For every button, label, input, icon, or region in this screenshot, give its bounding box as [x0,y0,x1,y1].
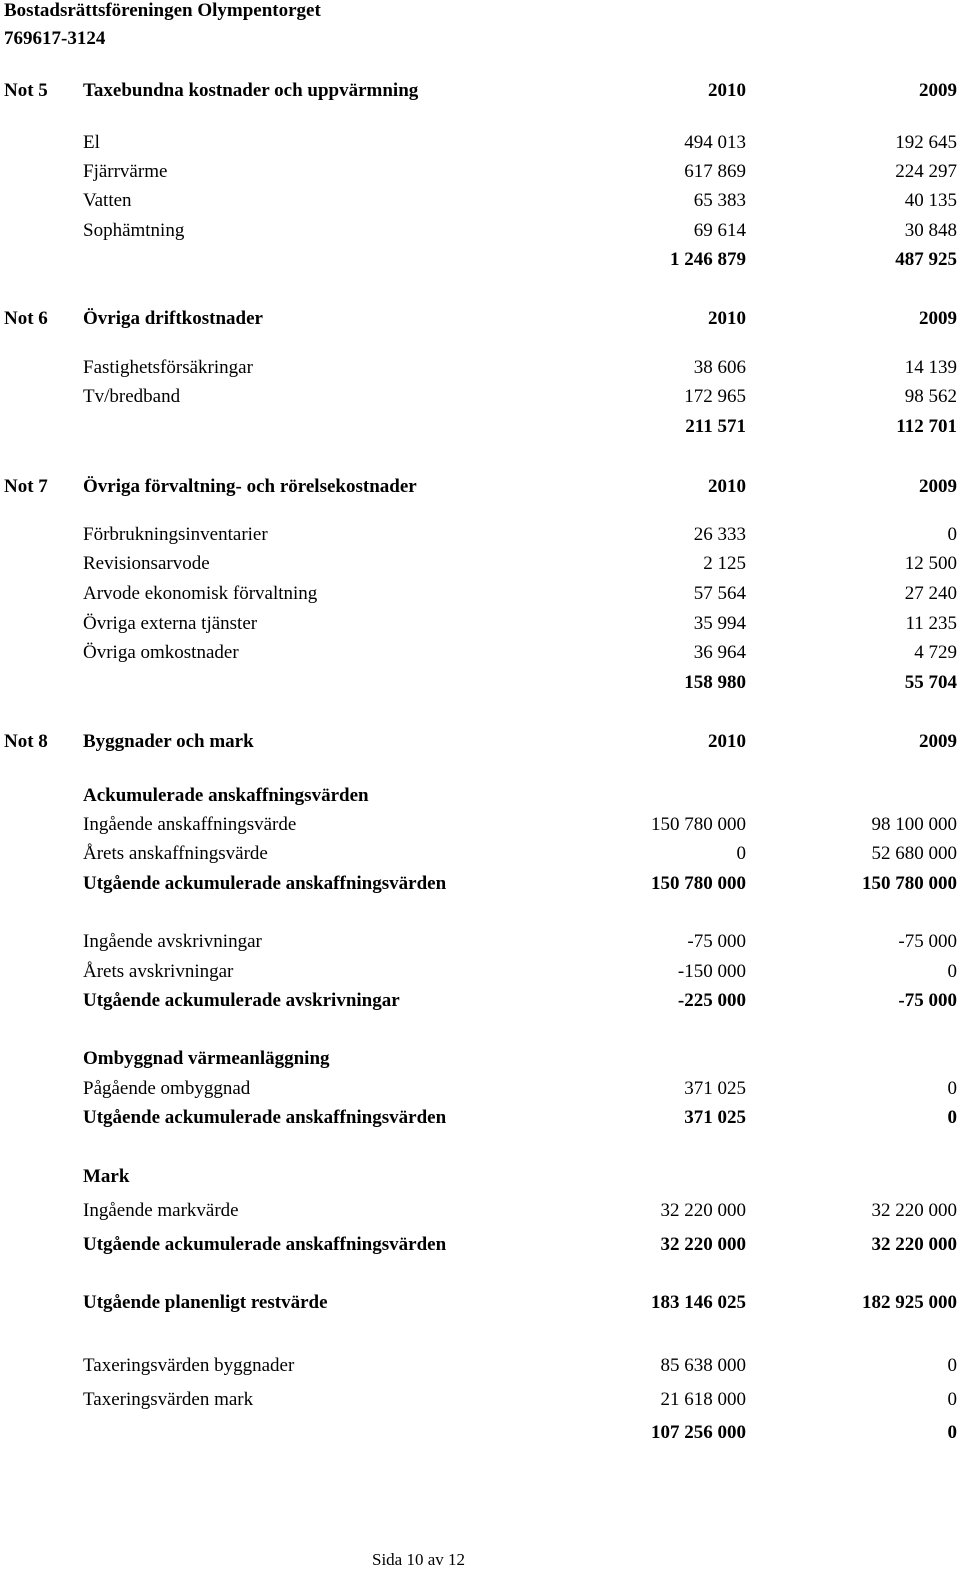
year-previous: 2009 [919,476,957,497]
row-label: Ingående markvärde [83,1200,239,1221]
total-previous: 182 925 000 [862,1292,957,1313]
row-label: Sophämtning [83,220,185,241]
table-row [0,162,960,184]
value-current: 2 125 [703,553,746,574]
note-6-header [0,309,960,331]
table-row [0,221,960,243]
year-current: 2010 [708,308,746,329]
value-current: 69 614 [693,220,746,241]
value-current: 32 220 000 [660,1200,746,1221]
row-label: Ingående avskrivningar [83,931,262,952]
row-label: Övriga externa tjänster [83,613,258,634]
acquisition-heading: Ackumulerade anskaffningsvärden [83,785,369,806]
total-row [0,991,960,1013]
total-previous: 487 925 [895,249,957,270]
total-previous: -75 000 [898,990,957,1011]
value-current: 371 025 [684,1078,746,1099]
row-label: El [83,132,100,153]
page-number: Sida 10 av 12 [372,1550,466,1569]
total-row [0,1423,960,1445]
total-previous: 0 [947,1422,957,1443]
value-current: 172 965 [684,386,746,407]
note-title: Byggnader och mark [83,731,254,752]
row-label: Utgående ackumulerade anskaffningsvärden [83,1107,447,1128]
total-current: -225 000 [677,990,746,1011]
value-previous: 98 562 [904,386,957,407]
table-row [0,584,960,606]
row-label: Fjärrvärme [83,161,168,182]
note-number: Not 8 [4,731,48,752]
table-row [0,962,960,984]
row-label: Pågående ombyggnad [83,1078,251,1099]
row-label: Tv/bredband [83,386,181,407]
year-previous: 2009 [919,731,957,752]
table-row [0,844,960,866]
year-previous: 2009 [919,80,957,101]
table-row [0,643,960,665]
row-label: Revisionsarvode [83,553,210,574]
row-label: Övriga omkostnader [83,642,239,663]
value-current: 617 869 [684,161,746,182]
value-previous: 0 [947,524,957,545]
value-current: 35 994 [693,613,746,634]
value-current: 21 618 000 [660,1389,746,1410]
org-number: 769617-3124 [4,28,106,49]
value-current: 65 383 [693,190,746,211]
row-label: Utgående ackumulerade anskaffningsvärden [83,1234,447,1255]
note-7-header [0,477,960,499]
section-heading [0,786,960,808]
row-label: Ingående anskaffningsvärde [83,814,297,835]
value-previous: 0 [947,961,957,982]
total-current: 1 246 879 [670,249,746,270]
table-row [0,815,960,837]
row-label: Utgående ackumulerade avskrivningar [83,990,400,1011]
row-label: Utgående ackumulerade anskaffningsvärden [83,873,447,894]
total-current: 371 025 [684,1107,746,1128]
value-current: 26 333 [693,524,746,545]
note-5-header [0,81,960,103]
value-current: -75 000 [687,931,746,952]
value-previous: 224 297 [895,161,957,182]
value-previous: 40 135 [904,190,957,211]
renovation-heading: Ombyggnad värmeanläggning [83,1048,330,1069]
year-current: 2010 [708,80,746,101]
row-label: Taxeringsvärden byggnader [83,1355,295,1376]
value-previous: -75 000 [898,931,957,952]
value-previous: 14 139 [904,357,957,378]
org-name: Bostadsrättsföreningen Olympentorget [4,0,321,21]
section-heading [0,1049,960,1071]
value-previous: 52 680 000 [871,843,957,864]
value-previous: 0 [947,1078,957,1099]
note-number: Not 6 [4,308,48,329]
year-previous: 2009 [919,308,957,329]
land-heading: Mark [83,1166,130,1187]
value-previous: 0 [947,1355,957,1376]
total-current: 158 980 [684,672,746,693]
value-previous: 192 645 [895,132,957,153]
total-previous: 32 220 000 [871,1234,957,1255]
row-label: Förbrukningsinventarier [83,524,268,545]
row-label: Årets anskaffningsvärde [83,843,268,864]
total-row [0,250,960,272]
total-current: 107 256 000 [651,1422,746,1443]
note-number: Not 7 [4,476,48,497]
note-8-header [0,732,960,754]
value-previous: 11 235 [905,613,957,634]
value-previous: 27 240 [904,583,957,604]
note-title: Övriga driftkostnader [83,308,263,329]
total-row [0,1235,960,1257]
table-row [0,133,960,155]
row-label: Utgående planenligt restvärde [83,1292,328,1313]
table-row [0,358,960,380]
table-row [0,525,960,547]
value-current: 57 564 [693,583,746,604]
note-title: Övriga förvaltning- och rörelsekostnader [83,476,417,497]
table-row [0,554,960,576]
value-previous: 32 220 000 [871,1200,957,1221]
table-row [0,387,960,409]
table-row [0,1079,960,1101]
note-title: Taxebundna kostnader och uppvärmning [83,80,419,101]
value-current: 36 964 [693,642,746,663]
table-row [0,191,960,213]
total-current: 150 780 000 [651,873,746,894]
value-previous: 4 729 [914,642,957,663]
total-row [0,417,960,439]
value-previous: 0 [947,1389,957,1410]
row-label: Arvode ekonomisk förvaltning [83,583,318,604]
table-row [0,614,960,636]
table-row [0,1390,960,1412]
total-row [0,1108,960,1130]
value-current: 494 013 [684,132,746,153]
total-row [0,874,960,896]
total-current: 183 146 025 [651,1292,746,1313]
year-current: 2010 [708,476,746,497]
total-previous: 112 701 [896,416,957,437]
row-label: Vatten [83,190,132,211]
value-current: 85 638 000 [660,1355,746,1376]
total-previous: 150 780 000 [862,873,957,894]
total-row [0,673,960,695]
value-previous: 12 500 [904,553,957,574]
row-label: Taxeringsvärden mark [83,1389,254,1410]
value-current: 38 606 [693,357,746,378]
row-label: Fastighetsförsäkringar [83,357,253,378]
year-current: 2010 [708,731,746,752]
note-number: Not 5 [4,80,48,101]
section-heading [0,1167,960,1189]
total-current: 211 571 [685,416,746,437]
value-previous: 98 100 000 [871,814,957,835]
total-previous: 0 [947,1107,957,1128]
total-current: 32 220 000 [660,1234,746,1255]
value-current: 0 [736,843,746,864]
table-row [0,1201,960,1223]
value-current: -150 000 [677,961,746,982]
row-label: Årets avskrivningar [83,961,234,982]
value-previous: 30 848 [904,220,957,241]
total-row [0,1293,960,1315]
table-row [0,1356,960,1378]
table-row [0,932,960,954]
value-current: 150 780 000 [651,814,746,835]
total-previous: 55 704 [904,672,957,693]
